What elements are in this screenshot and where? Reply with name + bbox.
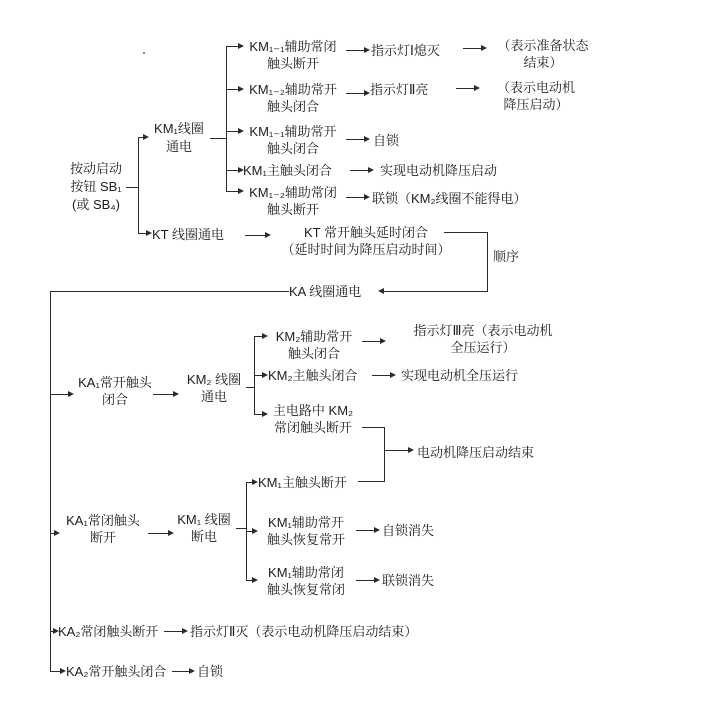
arrow-right-icon: [138, 233, 150, 234]
km1-aux-no-restore-line-2: 触头恢复常开: [266, 532, 345, 547]
arrow-right-icon: [254, 375, 266, 376]
arrow-right-icon: [356, 580, 378, 581]
arrow-right-icon: [226, 89, 242, 90]
km2-coil-line-2: 通电: [200, 389, 227, 404]
arrow-right-icon: [50, 631, 57, 632]
arrow-right-icon: [346, 93, 368, 94]
full-voltage-run-label: 实现电动机全压运行: [401, 368, 519, 383]
ka2-nc-open-node: KA₂常闭触头断开: [58, 624, 159, 639]
kt-delay-node: [272, 224, 460, 258]
km1-deenergized-line-2: 断电: [190, 529, 217, 544]
km1-deenergized-node: [174, 511, 234, 545]
self-lock-label: 自锁: [373, 133, 400, 148]
connector-line: [487, 232, 488, 292]
connector-line: [358, 481, 384, 482]
km1-aux-nc-restore-node: [258, 564, 354, 598]
start-line-3: (或 SB₄): [72, 197, 120, 212]
km2-coil-node: [182, 371, 246, 405]
connector-line: [50, 291, 289, 292]
arrow-right-icon: [50, 671, 64, 672]
km1-aux-nc-open-2-line-2: 触头断开: [266, 202, 319, 217]
km1-main-close-node: KM₁主触头闭合: [243, 163, 332, 178]
km1-aux-nc-open-node-2: [243, 184, 343, 218]
connector-line: [444, 232, 488, 233]
km1-aux-nc-restore-line-1: KM₁辅助常闭: [268, 565, 344, 580]
connector-line: [138, 137, 139, 234]
ka1-no-close-node: [78, 374, 152, 408]
arrow-left-icon: [380, 291, 487, 292]
start-line-2: 按钮 SB₁: [70, 179, 122, 194]
kt-delay-line-1: KT 常开触头延时闭合: [304, 225, 428, 240]
km1-coil-node: [148, 120, 210, 156]
km2-main-circuit-nc-open-node: [266, 402, 360, 436]
arrow-right-icon: [254, 414, 266, 415]
km1-aux-no-close-line-1: KM₁₋₁辅助常开: [249, 124, 337, 139]
km1-coil-line-1: KM₁线圈: [154, 121, 204, 136]
start-finished-label: 电动机降压启动结束: [417, 445, 535, 460]
km1-aux-no-restore-line-1: KM₁辅助常开: [268, 515, 344, 530]
arrow-right-icon: [153, 394, 177, 395]
reduced-voltage-note-line-2: 降压启动）: [503, 97, 569, 112]
ka1-nc-open-line-1: KA₁常闭触头: [66, 513, 140, 528]
reduced-voltage-start-label: 实现电动机降压启动: [380, 163, 498, 178]
ready-state-note-line-1: （表示准备状态: [497, 38, 589, 53]
arrow-right-icon: [350, 170, 372, 171]
lamp3-on-note-line-2: 全压运行）: [450, 340, 516, 355]
ka-coil-node: KA 线圈通电: [289, 284, 362, 299]
ready-state-note-line-2: 结束）: [523, 55, 563, 70]
km1-aux-nc-open-2-line-1: KM₁₋₂辅助常闭: [249, 185, 337, 200]
km1-aux-no-restore-node: [258, 514, 354, 548]
connector-line: [236, 528, 246, 529]
km1-aux-nc-open-node: [243, 38, 343, 72]
km2-nc-open-line-2: 常闭触头断开: [273, 420, 352, 435]
km2-nc-open-line-1: 主电路中 KM₂: [272, 403, 354, 418]
start-line-1: 按动启动: [69, 161, 122, 176]
arrow-right-icon: [246, 580, 256, 581]
arrow-right-icon: [226, 170, 242, 171]
reduced-voltage-start-note: [486, 79, 586, 113]
connector-line: [126, 187, 138, 188]
sequence-label: 顺序: [493, 249, 520, 264]
arrow-right-icon: [148, 533, 172, 534]
km1-aux-nc-open-line-2: 触头断开: [266, 56, 319, 71]
km2-coil-line-1: KM₂ 线圈: [186, 372, 242, 387]
connector-line: [210, 138, 226, 139]
lamp2-off-label: 指示灯Ⅱ灭（表示电动机降压启动结束）: [190, 624, 418, 639]
ka1-no-close-line-2: 闭合: [101, 392, 128, 407]
arrow-right-icon: [226, 46, 242, 47]
arrow-right-icon: [372, 375, 394, 376]
km1-aux-nc-restore-line-2: 触头恢复常闭: [266, 582, 345, 597]
connector-line: [246, 387, 254, 388]
ka1-no-close-line-1: KA₁常开触头: [78, 375, 152, 390]
arrow-right-icon: [254, 336, 266, 337]
ka1-nc-open-node: [60, 512, 146, 546]
ka2-no-close-node: KA₂常开触头闭合: [66, 664, 167, 679]
km1-coil-line-2: 通电: [165, 139, 192, 154]
arrow-right-icon: [164, 631, 186, 632]
arrow-right-icon: [245, 235, 269, 236]
lamp3-on-note-line-1: 指示灯Ⅲ亮（表示电动机: [413, 323, 553, 338]
arrow-right-icon: [226, 191, 242, 192]
stray-dot: [143, 52, 145, 54]
self-lock-label-2: 自锁: [197, 664, 224, 679]
arrow-right-icon: [246, 531, 256, 532]
arrow-right-icon: [384, 450, 412, 451]
arrow-right-icon: [50, 533, 58, 534]
km1-aux-no-close-2-line-1: KM₁₋₂辅助常开: [249, 82, 337, 97]
km2-main-close-node: KM₂主触头闭合: [268, 368, 358, 383]
ready-state-note: [487, 37, 599, 71]
arrow-right-icon: [246, 482, 256, 483]
km1-deenergized-line-1: KM₁ 线圈: [177, 512, 231, 527]
start-button-node: [58, 160, 134, 214]
km1-aux-no-close-node: [243, 123, 343, 157]
arrow-right-icon: [346, 50, 368, 51]
km1-aux-no-close-line-2: 触头闭合: [266, 141, 319, 156]
interlock-label: 联锁（KM₂线圈不能得电）: [372, 191, 527, 206]
km1-aux-no-close-2-line-2: 触头闭合: [266, 99, 319, 114]
arrow-right-icon: [172, 671, 193, 672]
kt-delay-line-2: （延时时间为降压启动时间）: [281, 242, 451, 257]
kt-coil-node: KT 线圈通电: [152, 227, 224, 242]
interlock-lost-label: 联锁消失: [382, 573, 435, 588]
arrow-right-icon: [356, 530, 378, 531]
km2-aux-no-close-node: [268, 328, 360, 362]
lamp3-on-note: [388, 322, 578, 356]
connector-line: [384, 427, 385, 482]
reduced-voltage-note-line-1: （表示电动机: [496, 80, 575, 95]
arrow-right-icon: [346, 139, 368, 140]
self-lock-lost-label: 自锁消失: [382, 523, 435, 538]
connector-line: [50, 291, 51, 672]
km1-aux-no-close-node-2: [243, 81, 343, 115]
arrow-right-icon: [226, 131, 242, 132]
connector-line: [362, 427, 384, 428]
km2-aux-no-close-line-1: KM₂辅助常开: [275, 329, 353, 344]
lamp2-on-label: 指示灯Ⅱ亮: [370, 82, 429, 97]
arrow-right-icon: [50, 394, 72, 395]
lamp1-off-label: 指示灯Ⅰ熄灭: [371, 43, 440, 58]
km1-aux-nc-open-line-1: KM₁₋₁辅助常闭: [249, 39, 337, 54]
arrow-right-icon: [138, 137, 147, 138]
arrow-right-icon: [463, 48, 485, 49]
arrow-right-icon: [456, 88, 478, 89]
arrow-right-icon: [362, 341, 384, 342]
ka1-nc-open-line-2: 断开: [89, 530, 116, 545]
km2-aux-no-close-line-2: 触头闭合: [287, 346, 340, 361]
arrow-right-icon: [346, 197, 368, 198]
km1-main-open-node: KM₁主触头断开: [258, 475, 347, 490]
